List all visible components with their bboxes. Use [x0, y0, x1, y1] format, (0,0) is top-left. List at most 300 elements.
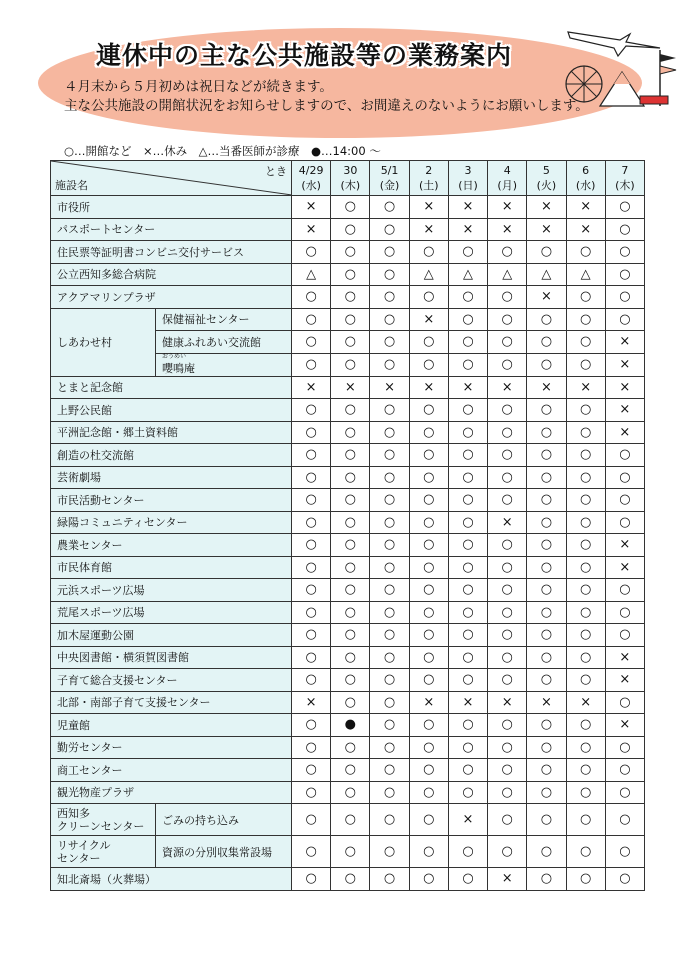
group-name-cell — [51, 836, 156, 868]
status-cell: ○ — [370, 353, 409, 376]
facility-name: 市民活動センター — [57, 493, 145, 507]
status-cell: ○ — [370, 714, 409, 737]
status-cell: ○ — [605, 444, 644, 467]
facility-name-cell — [51, 399, 292, 422]
status-cell: ○ — [331, 556, 370, 579]
status-cell: ○ — [488, 286, 527, 309]
status-cell: ○ — [448, 286, 487, 309]
status-cell: ○ — [566, 534, 605, 557]
status-cell: ○ — [409, 781, 448, 804]
status-cell: ○ — [409, 466, 448, 489]
status-cell: ○ — [409, 534, 448, 557]
status-cell: ○ — [409, 399, 448, 422]
facility-name-cell — [156, 836, 292, 868]
date-weekday: (月) — [497, 179, 517, 192]
status-cell: ○ — [370, 579, 409, 602]
status-cell: ○ — [527, 646, 566, 669]
status-cell: ○ — [409, 579, 448, 602]
status-cell: × — [448, 218, 487, 241]
status-cell: ○ — [331, 669, 370, 692]
status-cell: ○ — [448, 736, 487, 759]
header-row — [51, 161, 645, 196]
status-cell: ○ — [448, 868, 487, 891]
status-cell: ○ — [292, 353, 331, 376]
table-row — [51, 218, 645, 241]
status-cell: ○ — [488, 836, 527, 868]
status-cell: ○ — [448, 556, 487, 579]
status-cell: × — [605, 556, 644, 579]
status-cell: × — [370, 376, 409, 399]
status-cell: ○ — [292, 579, 331, 602]
facility-name: 健康ふれあい交流館 — [162, 335, 261, 349]
status-cell: ○ — [292, 714, 331, 737]
status-cell: ○ — [331, 308, 370, 331]
status-cell: ○ — [448, 646, 487, 669]
date-day: 4/29 — [298, 164, 324, 177]
table-row — [51, 669, 645, 692]
status-cell: ○ — [566, 466, 605, 489]
status-cell: ○ — [527, 624, 566, 647]
facility-name-cell — [51, 646, 292, 669]
status-cell: ○ — [566, 646, 605, 669]
status-cell: ○ — [488, 781, 527, 804]
status-cell: ○ — [409, 736, 448, 759]
status-cell: × — [448, 376, 487, 399]
status-cell: ○ — [566, 579, 605, 602]
status-cell: ○ — [527, 399, 566, 422]
status-cell: ○ — [488, 736, 527, 759]
status-cell: × — [527, 376, 566, 399]
status-cell: ○ — [488, 331, 527, 354]
status-cell: ○ — [488, 466, 527, 489]
date-day: 4 — [503, 164, 511, 177]
facility-name-cell — [51, 759, 292, 782]
status-cell: ○ — [331, 804, 370, 836]
facility-name-cell — [51, 511, 292, 534]
status-cell: ○ — [527, 444, 566, 467]
status-cell: × — [566, 376, 605, 399]
status-cell: ○ — [527, 804, 566, 836]
status-cell: ○ — [331, 579, 370, 602]
status-cell: ○ — [370, 466, 409, 489]
status-cell: ○ — [488, 534, 527, 557]
status-cell: × — [488, 218, 527, 241]
date-day: 5 — [542, 164, 550, 177]
table-row — [51, 601, 645, 624]
status-cell: ○ — [292, 444, 331, 467]
facility-name-cell — [51, 421, 292, 444]
status-cell: ○ — [488, 646, 527, 669]
legend: ○…開館など ×…休み △…当番医師が診療 ●…14:00 〜 — [64, 144, 381, 158]
status-cell: ○ — [370, 759, 409, 782]
status-cell: ○ — [605, 196, 644, 219]
status-cell: × — [488, 691, 527, 714]
status-cell: ○ — [370, 836, 409, 868]
facility-name: 子育て総合支援センター — [57, 673, 178, 687]
status-cell: ○ — [566, 241, 605, 264]
status-cell: ○ — [331, 444, 370, 467]
status-cell: ○ — [331, 691, 370, 714]
status-cell: ○ — [566, 489, 605, 512]
facility-ruby: おうめい — [162, 352, 187, 360]
status-cell: ○ — [409, 331, 448, 354]
status-cell: × — [448, 196, 487, 219]
status-cell: ○ — [331, 196, 370, 219]
date-header — [292, 161, 331, 196]
status-cell: ○ — [488, 579, 527, 602]
status-cell: ○ — [448, 511, 487, 534]
facility-name-cell — [156, 308, 292, 331]
table-row — [51, 241, 645, 264]
status-cell: ○ — [370, 736, 409, 759]
status-cell: × — [605, 353, 644, 376]
status-cell: × — [605, 534, 644, 557]
status-cell: ○ — [448, 489, 487, 512]
status-cell: ○ — [331, 836, 370, 868]
date-header — [488, 161, 527, 196]
status-cell: × — [409, 691, 448, 714]
status-cell: ○ — [605, 286, 644, 309]
status-cell: ○ — [448, 466, 487, 489]
date-day: 5/1 — [380, 164, 399, 177]
facility-name: 市役所 — [57, 200, 90, 214]
status-cell: ○ — [448, 353, 487, 376]
status-cell: ○ — [370, 489, 409, 512]
status-cell: ○ — [409, 421, 448, 444]
status-cell: ○ — [370, 421, 409, 444]
status-cell: ○ — [331, 736, 370, 759]
table-row — [51, 556, 645, 579]
status-cell: ○ — [527, 353, 566, 376]
status-cell: ○ — [488, 489, 527, 512]
status-cell: ○ — [605, 601, 644, 624]
status-cell: ○ — [566, 308, 605, 331]
status-cell: × — [448, 804, 487, 836]
table-row — [51, 759, 645, 782]
status-cell: ○ — [566, 421, 605, 444]
status-cell: ○ — [370, 218, 409, 241]
status-cell: ○ — [527, 836, 566, 868]
status-cell: △ — [488, 263, 527, 286]
status-cell: ○ — [566, 444, 605, 467]
status-cell: ○ — [527, 511, 566, 534]
status-cell: △ — [409, 263, 448, 286]
status-cell: ○ — [370, 868, 409, 891]
group-label: しあわせ村 — [57, 336, 112, 349]
status-cell: × — [605, 399, 644, 422]
status-cell: ○ — [566, 624, 605, 647]
facility-name-cell — [51, 218, 292, 241]
status-cell: ○ — [527, 868, 566, 891]
status-cell: ○ — [527, 714, 566, 737]
status-cell: ○ — [409, 489, 448, 512]
status-cell: ○ — [488, 241, 527, 264]
status-cell: × — [605, 376, 644, 399]
facility-name-cell — [51, 624, 292, 647]
status-cell: ○ — [448, 534, 487, 557]
facility-name: 加木屋運動公園 — [57, 628, 134, 642]
facility-name: 元浜スポーツ広場 — [57, 583, 145, 597]
status-cell: ○ — [292, 534, 331, 557]
status-cell: ○ — [566, 736, 605, 759]
facility-name: 商工センター — [57, 763, 123, 777]
status-cell: × — [566, 218, 605, 241]
status-cell: ○ — [370, 534, 409, 557]
status-cell: × — [527, 196, 566, 219]
group-name-cell — [51, 308, 156, 376]
status-cell: ○ — [488, 759, 527, 782]
table-row — [51, 646, 645, 669]
status-cell: ○ — [527, 601, 566, 624]
status-cell: ○ — [370, 601, 409, 624]
status-cell: ○ — [488, 421, 527, 444]
table-row — [51, 376, 645, 399]
status-cell: ○ — [527, 781, 566, 804]
status-cell: × — [409, 376, 448, 399]
status-cell: ○ — [448, 579, 487, 602]
facility-name: 中央図書館・横須賀図書館 — [57, 651, 189, 665]
status-cell: ○ — [605, 804, 644, 836]
facility-name-cell — [51, 376, 292, 399]
status-cell: ○ — [409, 624, 448, 647]
facility-name: 勤労センター — [57, 741, 123, 755]
facility-name: 嚶鳴庵 — [162, 361, 195, 375]
status-cell: ○ — [566, 868, 605, 891]
status-cell: ○ — [605, 308, 644, 331]
status-cell: ○ — [409, 353, 448, 376]
facility-name: 公立西知多総合病院 — [57, 268, 156, 282]
status-cell: ○ — [605, 781, 644, 804]
status-cell: ○ — [566, 399, 605, 422]
status-cell: ○ — [331, 646, 370, 669]
status-cell: ○ — [566, 781, 605, 804]
status-cell: ○ — [292, 736, 331, 759]
date-header — [527, 161, 566, 196]
status-cell: ○ — [370, 781, 409, 804]
facility-name-cell — [51, 601, 292, 624]
group-label-line: クリーンセンター — [57, 819, 145, 833]
table-row — [51, 736, 645, 759]
status-cell: △ — [448, 263, 487, 286]
status-cell: ○ — [448, 241, 487, 264]
status-cell: ○ — [566, 511, 605, 534]
status-cell: ○ — [292, 868, 331, 891]
status-cell: ○ — [527, 579, 566, 602]
facility-name-cell — [51, 868, 292, 891]
date-weekday: (土) — [418, 179, 439, 192]
status-cell: ○ — [370, 691, 409, 714]
status-cell: ○ — [566, 759, 605, 782]
facility-name-cell — [51, 579, 292, 602]
status-cell: ○ — [409, 511, 448, 534]
status-cell: ○ — [292, 781, 331, 804]
status-cell: ○ — [292, 646, 331, 669]
table-row — [51, 263, 645, 286]
status-cell: × — [605, 714, 644, 737]
facility-name-cell — [51, 691, 292, 714]
status-cell: ○ — [370, 624, 409, 647]
status-cell: ○ — [566, 836, 605, 868]
status-cell: ○ — [331, 759, 370, 782]
status-cell: ○ — [292, 331, 331, 354]
status-cell: ○ — [409, 836, 448, 868]
facility-name-cell — [51, 466, 292, 489]
status-cell: ○ — [605, 241, 644, 264]
status-cell: ○ — [605, 836, 644, 868]
status-cell: ○ — [331, 534, 370, 557]
status-cell: ○ — [331, 511, 370, 534]
table-row — [51, 399, 645, 422]
facility-name: とまと記念館 — [57, 381, 123, 395]
status-cell: × — [292, 376, 331, 399]
status-cell: ○ — [448, 601, 487, 624]
facility-name: 農業センター — [57, 538, 123, 552]
date-header — [605, 161, 644, 196]
facility-name: 保健福祉センター — [162, 313, 250, 327]
status-cell: ○ — [370, 556, 409, 579]
group-label-line: リサイクル — [57, 838, 111, 852]
date-weekday: (木) — [615, 179, 635, 192]
status-cell: ○ — [488, 308, 527, 331]
date-day: 6 — [582, 164, 590, 177]
table-row — [51, 836, 645, 868]
facility-name: 平洲記念館・郷土資料館 — [57, 426, 178, 440]
status-cell: ○ — [605, 624, 644, 647]
date-header — [409, 161, 448, 196]
status-cell: ○ — [370, 804, 409, 836]
status-cell: ○ — [409, 669, 448, 692]
facility-name: 観光物産プラザ — [57, 786, 134, 800]
schedule-table — [50, 160, 645, 891]
status-cell: × — [566, 196, 605, 219]
facility-name-cell — [51, 241, 292, 264]
date-weekday: (火) — [536, 179, 557, 192]
status-cell: ○ — [448, 399, 487, 422]
facility-name: 資源の分別収集常設場 — [162, 845, 272, 859]
date-weekday: (水) — [575, 179, 596, 192]
status-cell: ○ — [331, 624, 370, 647]
status-cell: ○ — [331, 218, 370, 241]
status-cell: ○ — [527, 466, 566, 489]
table-row — [51, 466, 645, 489]
status-cell: ○ — [527, 736, 566, 759]
date-weekday: (木) — [340, 179, 361, 192]
status-cell: △ — [566, 263, 605, 286]
status-cell: ○ — [292, 556, 331, 579]
status-cell: ○ — [370, 196, 409, 219]
status-cell: ○ — [331, 399, 370, 422]
facility-name-cell — [51, 534, 292, 557]
status-cell: ○ — [292, 804, 331, 836]
status-cell: ○ — [409, 444, 448, 467]
status-cell: ○ — [527, 669, 566, 692]
status-cell: ○ — [488, 804, 527, 836]
date-day: 2 — [425, 164, 433, 177]
status-cell: ○ — [292, 759, 331, 782]
status-cell: ○ — [292, 399, 331, 422]
status-cell: ○ — [370, 444, 409, 467]
facility-name: 児童館 — [57, 718, 90, 732]
status-cell: ○ — [292, 624, 331, 647]
facility-name-cell — [51, 669, 292, 692]
date-header — [448, 161, 487, 196]
status-cell: ○ — [370, 331, 409, 354]
facility-name-cell — [156, 353, 292, 376]
table-row — [51, 421, 645, 444]
status-cell: ○ — [448, 421, 487, 444]
status-cell: × — [292, 218, 331, 241]
status-cell: × — [488, 511, 527, 534]
status-cell: ○ — [292, 669, 331, 692]
header-corner — [51, 161, 292, 196]
facility-name: 緑陽コミュニティセンター — [57, 516, 188, 530]
status-cell: ○ — [409, 646, 448, 669]
table-row — [51, 868, 645, 891]
status-cell: × — [331, 376, 370, 399]
status-cell: ○ — [488, 444, 527, 467]
status-cell: ○ — [527, 331, 566, 354]
status-cell: ○ — [527, 241, 566, 264]
status-cell: ○ — [409, 759, 448, 782]
status-cell: ○ — [292, 511, 331, 534]
status-cell: × — [527, 286, 566, 309]
intro-line-1: ４月末から５月初めは祝日などが続きます。 — [64, 79, 333, 95]
date-weekday: (日) — [458, 179, 478, 192]
status-cell: ○ — [605, 691, 644, 714]
facility-name: 創造の杜交流館 — [57, 448, 134, 462]
status-cell: ○ — [292, 421, 331, 444]
table-row — [51, 534, 645, 557]
table-row — [51, 489, 645, 512]
table-row — [51, 579, 645, 602]
status-cell: ○ — [488, 669, 527, 692]
status-cell: ○ — [409, 286, 448, 309]
status-cell: ○ — [488, 714, 527, 737]
status-cell: ○ — [448, 781, 487, 804]
status-cell: × — [409, 196, 448, 219]
facility-name-cell — [51, 489, 292, 512]
facility-name: 上野公民館 — [57, 403, 112, 417]
facility-name-cell — [51, 714, 292, 737]
intro-text — [64, 78, 589, 116]
status-cell: ○ — [488, 353, 527, 376]
date-header — [331, 161, 370, 196]
status-cell: ○ — [527, 534, 566, 557]
facility-name: 荒尾スポーツ広場 — [57, 606, 145, 620]
status-cell: △ — [527, 263, 566, 286]
status-cell: ○ — [527, 759, 566, 782]
facility-name: 知北斎場（火葬場） — [57, 872, 156, 886]
facility-name: 市民体育館 — [57, 561, 112, 575]
status-cell: ○ — [448, 836, 487, 868]
date-day: 3 — [464, 164, 472, 177]
status-cell: ○ — [488, 556, 527, 579]
status-cell: ○ — [448, 714, 487, 737]
status-cell: ○ — [370, 241, 409, 264]
date-weekday: (金) — [379, 179, 400, 192]
status-cell: ○ — [566, 601, 605, 624]
status-cell: ○ — [370, 646, 409, 669]
status-cell: ○ — [448, 308, 487, 331]
table-row — [51, 196, 645, 219]
status-cell: ○ — [488, 624, 527, 647]
header-toki-label: とき — [265, 165, 287, 178]
status-cell: ○ — [331, 781, 370, 804]
status-cell: ○ — [409, 556, 448, 579]
status-cell: ○ — [566, 353, 605, 376]
status-cell: ○ — [488, 399, 527, 422]
status-cell: ○ — [448, 444, 487, 467]
